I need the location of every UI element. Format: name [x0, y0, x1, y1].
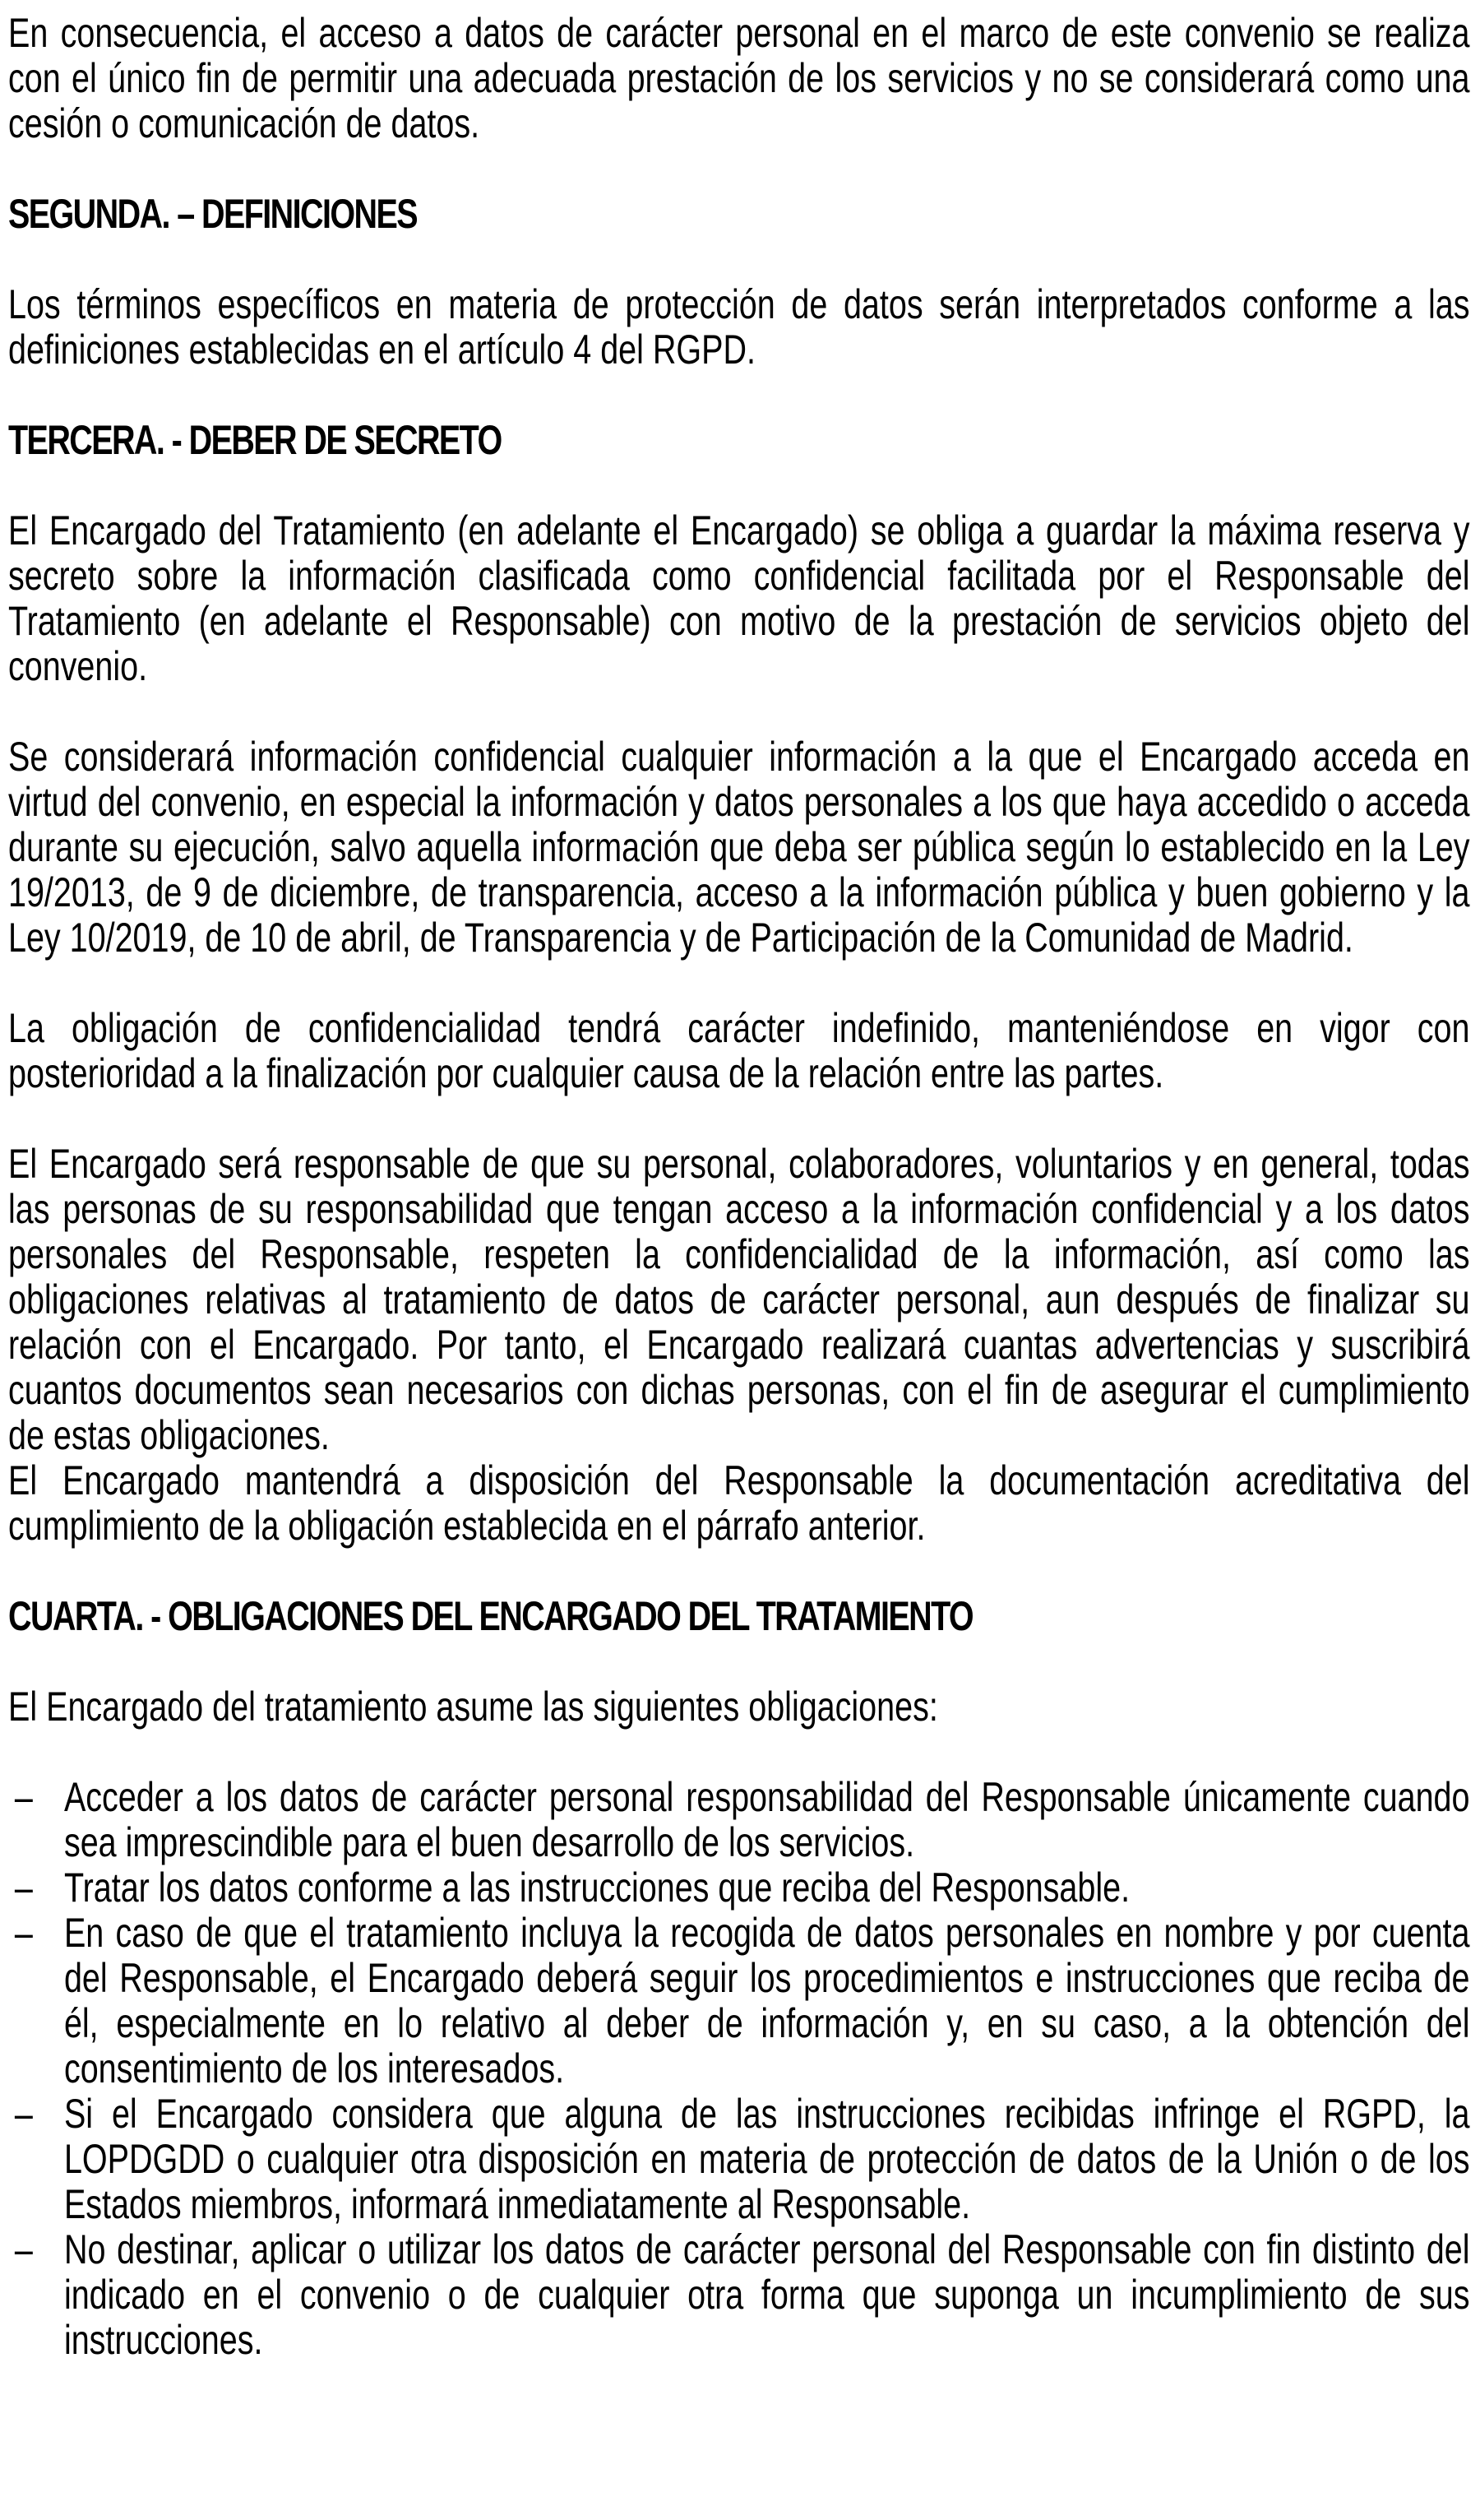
heading-tercera-deber-de-secreto: TERCERA. - DEBER DE SECRETO	[8, 417, 502, 463]
heading-segunda-definiciones: SEGUNDA. – DEFINICIONES	[8, 191, 417, 237]
list-item-text: No destinar, aplicar o utilizar los datos de carácter personal del Responsable con fin distinto del indicado en el convenio o de cualquier otra forma que suponga un incumplimiento de sus instrucciones.	[63, 2226, 1470, 2363]
paragraph-terminos-rgpd: Los términos específicos en materia de protección de datos serán interpretados conforme a las definiciones establecidas en el artículo 4 del RGPD.	[8, 281, 1470, 373]
dash-bullet: –	[14, 2091, 33, 2137]
dash-bullet: –	[14, 1865, 33, 1911]
document-page	[8, 0, 1470, 2363]
paragraph-consecuencia: En consecuencia, el acceso a datos de carácter personal en el marco de este convenio se realiza con el único fin de permitir una adecuada prestación de los servicios y no se considerará como una cesión o comunicación de datos.	[8, 10, 1470, 146]
list-item-text: Si el Encargado considera que alguna de las instrucciones recibidas infringe el RGPD, la LOPDGDD o cualquier otra disposición en materia de protección de datos de la Unión o de los Estados miembros, informará inmediatamente al Responsable.	[63, 2091, 1470, 2227]
dash-bullet: –	[14, 2226, 33, 2272]
list-item	[8, 2092, 1470, 2227]
paragraph-documentacion-acreditativa: El Encargado mantendrá a disposición del Responsable la documentación acreditativa del cumplimiento de la obligación establecida en el párrafo anterior.	[8, 1457, 1470, 1549]
list-item-text: Acceder a los datos de carácter personal responsabilidad del Responsable únicamente cuando sea imprescindible para el buen desarrollo de los servicios.	[63, 1774, 1470, 1865]
paragraph-informacion-confidencial: Se considerará información confidencial cualquier información a la que el Encargado acceda en virtud del convenio, en especial la información y datos personales a los que haya accedido o acceda durante su ejecución, salvo aquella información que deba ser pública según lo establecido en la Ley 19/2013, de 9 de diciembre, de transparencia, acceso a la información pública y buen gobierno y la Ley 10/2019, de 10 de abril, de Transparencia y de Participación de la Comunidad de Madrid.	[8, 734, 1470, 961]
paragraph-obligacion-confidencialidad: La obligación de confidencialidad tendrá carácter indefinido, manteniéndose en vigor con posterioridad a la finalización por cualquier causa de la relación entre las partes.	[8, 1005, 1470, 1096]
list-item	[8, 1775, 1470, 1865]
dash-bullet: –	[14, 1910, 33, 1956]
list-item	[8, 2227, 1470, 2363]
paragraph-encargado-reserva: El Encargado del Tratamiento (en adelante el Encargado) se obliga a guardar la máxima reserva y secreto sobre la información clasificada como confidencial facilitada por el Responsable del Tratamiento (en adelante el Responsable) con motivo de la prestación de servicios objeto del convenio.	[8, 507, 1470, 689]
paragraph-responsable-personal: El Encargado será responsable de que su personal, colaboradores, voluntarios y en general, todas las personas de su responsabilidad que tengan acceso a la información confidencial y a los datos personales del Responsable, respeten la confidencialidad de la información, así como las obligaciones relativas al tratamiento de datos de carácter personal, aun después de finalizar su relación con el Encargado. Por tanto, el Encargado realizará cuantas advertencias y suscribirá cuantos documentos sean necesarios con dichas personas, con el fin de asegurar el cumplimiento de estas obligaciones.	[8, 1141, 1470, 1458]
paragraph-asume-obligaciones: El Encargado del tratamiento asume las siguientes obligaciones:	[8, 1684, 938, 1730]
list-item	[8, 1865, 1470, 1911]
list-item	[8, 1911, 1470, 2092]
dash-bullet: –	[14, 1774, 33, 1820]
list-item-text: En caso de que el tratamiento incluya la recogida de datos personales en nombre y por cuenta del Responsable, el Encargado deberá seguir los procedimientos e instrucciones que reciba de él, especialmente en lo relativo al deber de información y, en su caso, a la obtención del consentimiento de los interesados.	[63, 1910, 1470, 2092]
obligations-list	[8, 1775, 1470, 2363]
heading-cuarta-obligaciones: CUARTA. - OBLIGACIONES DEL ENCARGADO DEL TRATAMIENTO	[8, 1593, 974, 1639]
list-item-text: Tratar los datos conforme a las instrucciones que reciba del Responsable.	[63, 1865, 1131, 1911]
